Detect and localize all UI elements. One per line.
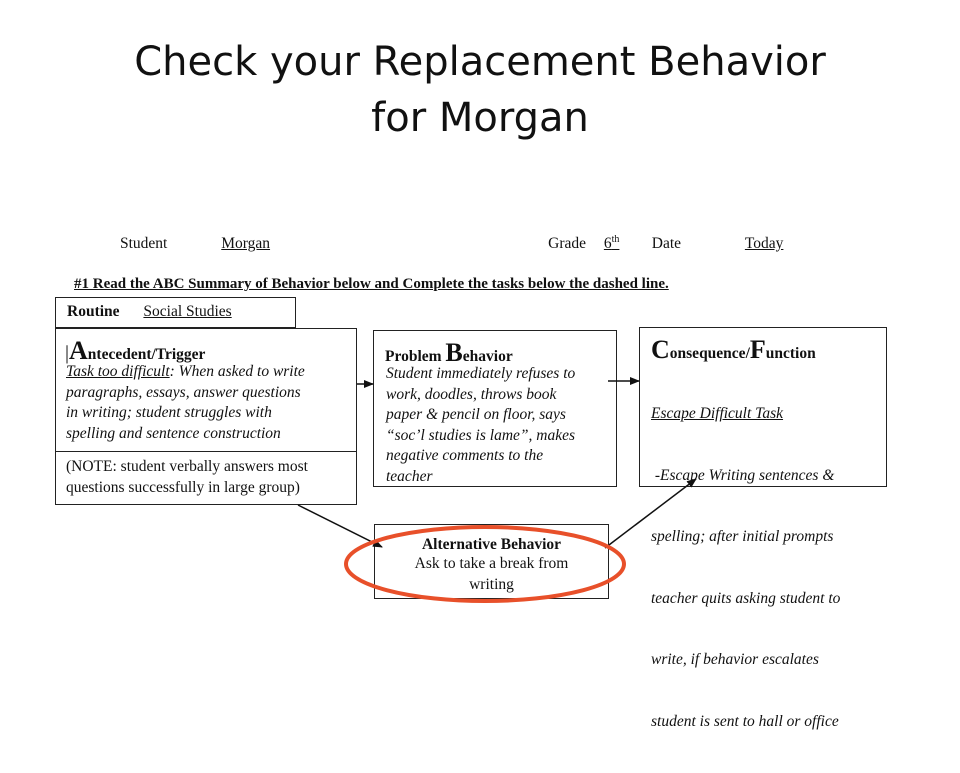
alternative-line-1: Ask to take a break from bbox=[414, 555, 569, 572]
instruction-text: #1 Read the ABC Summary of Behavior below and Complete the tasks below the dashed line. bbox=[74, 276, 669, 292]
consequence-line: spelling; after initial prompts bbox=[651, 528, 834, 545]
consequence-heading-text: unction bbox=[765, 345, 816, 362]
note-line-2: questions successfully in large group) bbox=[66, 478, 300, 496]
consequence-line: -Escape Writing sentences & bbox=[651, 466, 835, 484]
antecedent-line-3: in writing; student struggles with bbox=[66, 404, 272, 421]
antecedent-bar: | bbox=[65, 342, 70, 364]
routine-label: Routine bbox=[67, 303, 120, 320]
arrow-antecedent-to-alternative bbox=[298, 505, 382, 547]
problem-initial: B bbox=[445, 338, 463, 367]
problem-line: “soc’l studies is lame”, makes bbox=[386, 426, 576, 444]
grade-label: Grade bbox=[548, 235, 586, 253]
antecedent-underlined: Task too difficult bbox=[66, 363, 170, 380]
problem-heading-pre: Problem bbox=[385, 348, 446, 365]
date-value: Today bbox=[744, 235, 784, 253]
date-label: Date bbox=[651, 235, 682, 253]
problem-line: Student immediately refuses to bbox=[386, 365, 576, 382]
problem-line: work, doodles, throws book bbox=[386, 385, 557, 403]
problem-heading-text: ehavior bbox=[462, 348, 513, 365]
consequence-line: write, if behavior escalates bbox=[651, 651, 819, 668]
highlight-ellipse bbox=[346, 527, 624, 601]
consequence-initial: C bbox=[651, 335, 670, 364]
antecedent-line-4: spelling and sentence construction bbox=[66, 424, 281, 442]
routine-value: Social Studies bbox=[143, 303, 232, 320]
consequence-line: teacher quits asking student to bbox=[651, 589, 841, 607]
function-initial: F bbox=[749, 335, 766, 364]
antecedent-heading-text: ntecedent/Trigger bbox=[87, 346, 206, 363]
note-line-1: (NOTE: student verbally answers most bbox=[66, 458, 308, 475]
problem-line: teacher bbox=[386, 467, 433, 485]
consequence-line: student is sent to hall or office bbox=[651, 712, 839, 730]
student-label: Student bbox=[120, 235, 168, 253]
consequence-underlined: Escape Difficult Task bbox=[651, 405, 784, 422]
consequence-heading-mid: onsequence/ bbox=[669, 345, 750, 362]
title-line-1: Check your Replacement Behavior bbox=[134, 39, 826, 85]
student-value: Morgan bbox=[221, 235, 271, 253]
problem-line: negative comments to the bbox=[386, 447, 544, 464]
arrow-alternative-to-consequence bbox=[605, 479, 696, 548]
antecedent-initial: A bbox=[69, 336, 88, 365]
alternative-line-2: writing bbox=[469, 575, 514, 593]
antecedent-line-1: : When asked to write bbox=[169, 363, 305, 380]
title-line-2: for Morgan bbox=[371, 95, 589, 141]
problem-line: paper & pencil on floor, says bbox=[386, 406, 566, 423]
grade-value: 6 bbox=[603, 235, 612, 253]
grade-suffix: th bbox=[611, 234, 620, 245]
alternative-heading: Alternative Behavior bbox=[421, 536, 562, 553]
antecedent-line-2: paragraphs, essays, answer questions bbox=[66, 383, 301, 401]
